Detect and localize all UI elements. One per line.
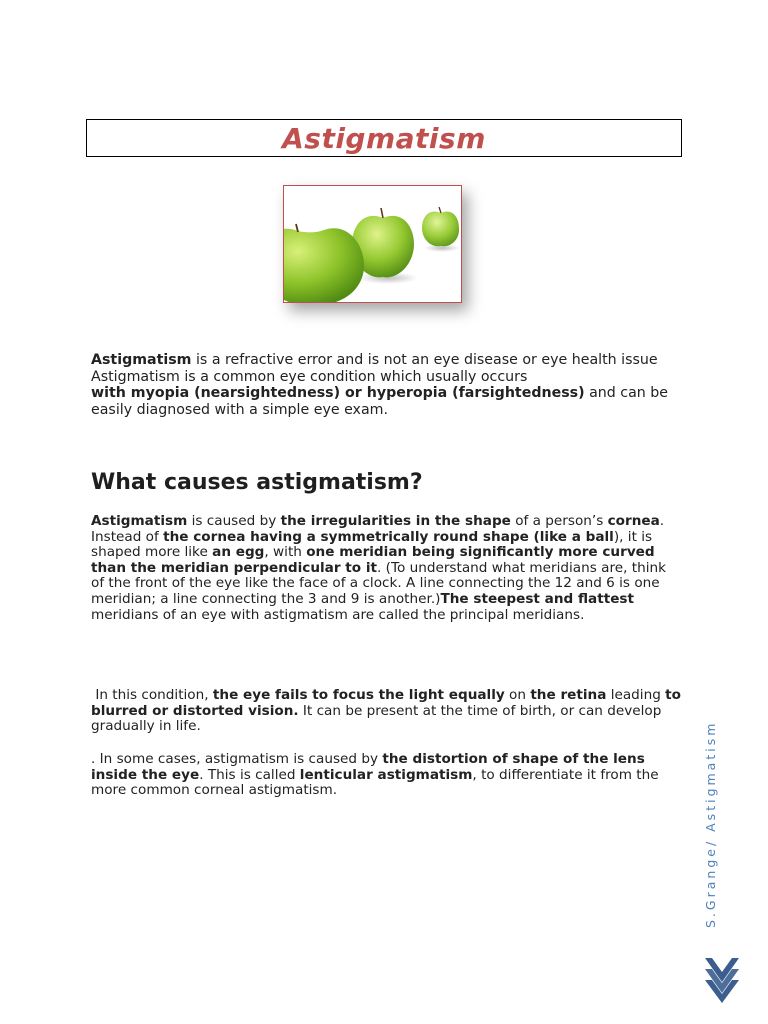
causes-text-4: ), it is shaped more like <box>91 528 653 561</box>
lens-text-1: . In some cases, astigmatism is caused by <box>91 751 383 767</box>
intro-text-2: and can be easily diagnosed with a simple eye exam. <box>91 385 669 419</box>
lens-text-3: , to differentiate it from the more common corneal astigmatism. <box>91 766 659 799</box>
intro-term: Astigmatism <box>91 352 192 368</box>
causes-text-6: . (To understand what meridians are, think of the front of the eye like the face of a clock. A line connecting the 12 and 6 is one meridian; a line connecting the 3 and 9 is another.) <box>91 559 666 607</box>
condition-text-2: on <box>504 687 531 703</box>
condition-paragraph <box>91 688 681 735</box>
condition-bold-3: to blurred or distorted vision. <box>91 687 681 719</box>
causes-bold-3: the cornea having a symmetrically round shape (like a ball <box>163 528 614 545</box>
intro-text-1: is a refractive error and is not an eye disease or eye health issue Astigmatism is a common eye condition which usually occurs <box>91 352 658 385</box>
causes-bold-4: an egg <box>212 544 265 561</box>
causes-text-1: is caused by <box>187 513 281 529</box>
section-heading: What causes astigmatism? <box>91 470 423 495</box>
apples-image <box>283 185 462 303</box>
page-title: Astigmatism <box>282 121 486 155</box>
causes-text-5: , with <box>264 544 307 561</box>
causes-text-2: of a person’s <box>510 513 608 529</box>
condition-text-4: It can be present at the time of birth, or can develop gradually in life. <box>91 702 662 735</box>
condition-text-1: In this condition, <box>91 687 213 703</box>
condition-text-3: leading <box>606 687 666 703</box>
condition-bold-1: the eye fails to focus the light equally <box>212 687 505 703</box>
causes-bold-5: one meridian being significantly more curved than the meridian perpendicular to it <box>91 544 655 576</box>
lens-bold-1: the distortion of shape of the lens inside the eye <box>91 751 645 783</box>
lens-text-2: . This is called <box>199 766 300 783</box>
causes-bold-2: cornea <box>607 513 660 529</box>
title-box <box>86 119 682 157</box>
causes-bold-1: the irregularities in the shape <box>280 513 511 529</box>
lens-paragraph <box>91 752 681 799</box>
intro-paragraph <box>91 352 681 419</box>
double-chevron-down-icon <box>703 955 741 1003</box>
green-apples-icon <box>284 186 461 302</box>
intro-emphasis: with myopia (nearsightedness) or hyperopia (farsightedness) <box>91 385 585 402</box>
side-footer-label: S.Grange/ Astigmatism <box>703 720 718 928</box>
causes-text-3: . Instead of <box>91 513 665 545</box>
lens-bold-2: lenticular astigmatism <box>299 766 473 783</box>
causes-bold-6: The steepest and flattest <box>440 590 635 607</box>
causes-paragraph <box>91 514 681 623</box>
condition-bold-2: the retina <box>530 687 607 703</box>
causes-term: Astigmatism <box>91 513 188 529</box>
causes-text-7: meridians of an eye with astigmatism are called the principal meridians. <box>91 606 585 623</box>
